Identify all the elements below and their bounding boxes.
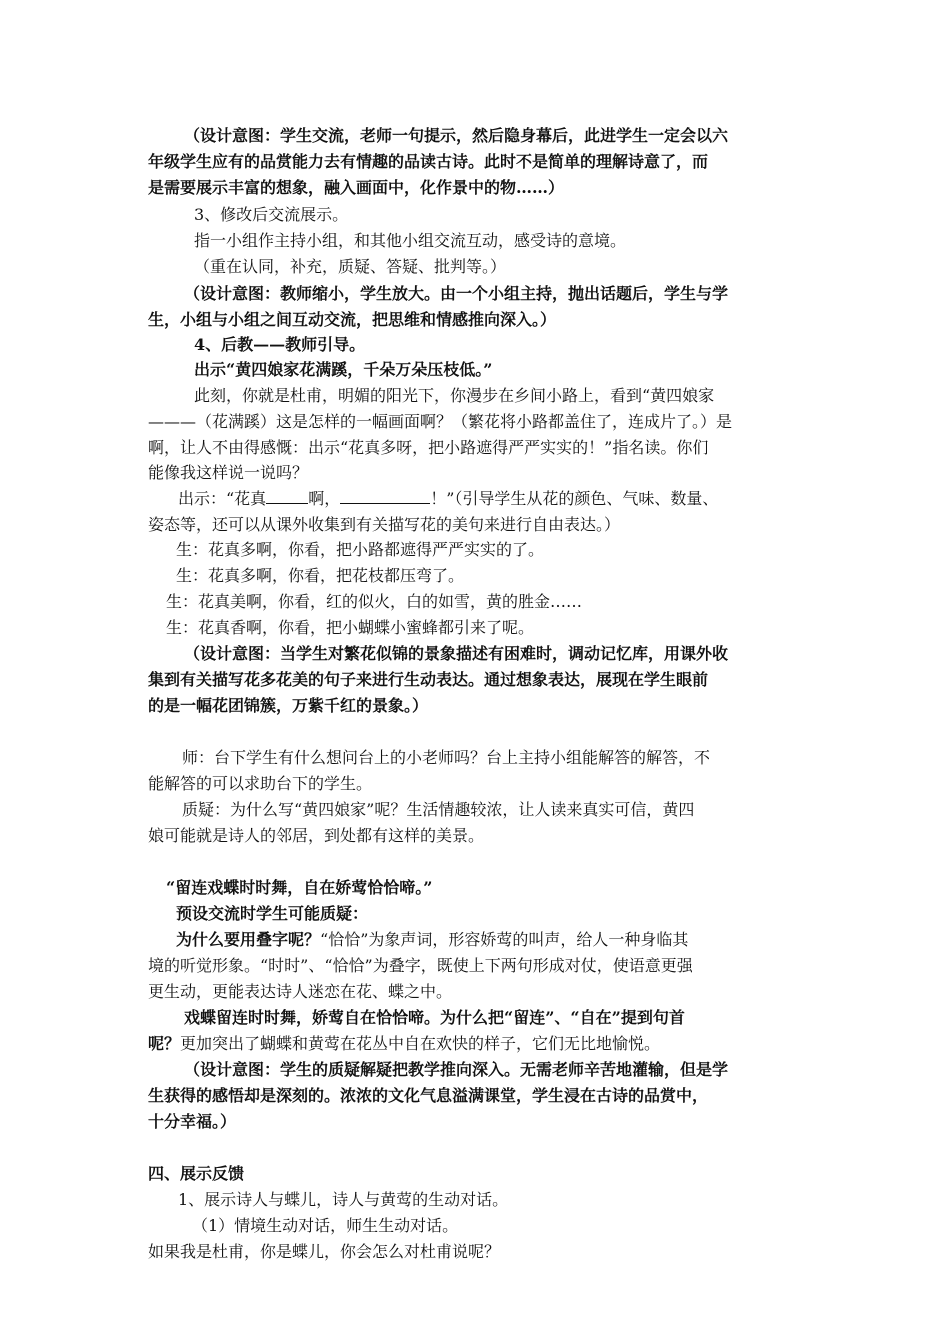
design-intent-3-line1: （设计意图：当学生对繁花似锦的景象描述有困难时，调动记忆库，用课外收: [184, 644, 729, 663]
fill-in-sentence: [178, 487, 718, 511]
step-3-note: （重在认同，补充，质疑、答疑、批判等。）: [194, 257, 507, 276]
paragraph-dufu-line3: 啊，让人不由得感慨：出示“花真多呀，把小路遮得严严实实的！”指名读。你们: [148, 438, 709, 457]
design-intent-3-line3: 的是一幅花团锦簇，万紫千红的景象。）: [148, 696, 429, 715]
student-answer-2: 生：花真多啊，你看，把花枝都压弯了。: [176, 566, 465, 585]
paragraph-dufu-line2: ———（花满蹊）这是怎样的一幅画面啊？（繁花将小路都盖住了，连成片了。）是: [148, 412, 733, 431]
why-reduplication-line1: [176, 928, 688, 952]
fill-in-guidance: 姿态等，还可以从课外收集到有关描写花的美句来进行自由表达。）: [148, 515, 621, 534]
why-front-line2: [148, 1032, 660, 1056]
student-answer-4: 生：花真香啊，你看，把小蝴蝶小蜜蜂都引来了呢。: [166, 618, 535, 637]
paragraph-dufu-line4: 能像我这样说一说吗？: [148, 463, 309, 482]
step-3-heading: 3、修改后交流展示。: [194, 205, 349, 224]
question-huangsiniang-line1: 质疑：为什么写“黄四娘家”呢？生活情趣较浓，让人读来真实可信，黄四: [182, 800, 695, 819]
why-reduplication-line2: 境的听觉形象。“时时”、“恰恰”为叠字，既使上下两句形成对仗，使语意更强: [148, 956, 693, 975]
why-reduplication-rest: “恰恰”为象声词，形容娇莺的叫声，给人一种身临其: [320, 930, 689, 949]
why-front-line1: 戏蝶留连时时舞，娇莺自在恰恰啼。为什么把“留连”、“自在”提到句首: [184, 1008, 685, 1027]
question-huangsiniang-line2: 娘可能就是诗人的邻居，到处都有这样的美景。: [148, 826, 485, 845]
show-poem-line-1: 出示“黄四娘家花满蹊，千朵万朵压枝低。”: [194, 360, 493, 379]
fill-blank-1: [266, 487, 308, 504]
design-intent-4-line2: 生获得的感悟却是深刻的。浓浓的文化气息溢满课堂，学生浸在古诗的品赏中，: [148, 1086, 709, 1105]
section-4-item-1: 1、展示诗人与蝶儿，诗人与黄莺的生动对话。: [178, 1190, 509, 1209]
student-answer-3: 生：花真美啊，你看，红的似火，白的如雪，黄的胜金……: [166, 592, 583, 611]
fill-part-3: ！”（引导学生从花的颜色、气味、数量、: [430, 489, 719, 508]
preset-question-heading: 预设交流时学生可能质疑：: [176, 904, 369, 923]
design-intent-2-line2: 生，小组与小组之间互动交流，把思维和情感推向深入。）: [148, 310, 557, 329]
design-intent-1-line3: 是需要展示丰富的想象，融入画面中，化作景中的物……）: [148, 178, 565, 197]
step-3-text: 指一小组作主持小组，和其他小组交流互动，感受诗的意境。: [194, 231, 627, 250]
paragraph-dufu-line1: 此刻，你就是杜甫，明媚的阳光下，你漫步在乡间小路上，看到“黄四娘家: [194, 386, 715, 405]
teacher-question-line1: 师：台下学生有什么想问台上的小老师吗？台上主持小组能解答的解答，不: [182, 748, 711, 767]
design-intent-1-line2: 年级学生应有的品赏能力去有情趣的品读古诗。此时不是简单的理解诗意了，而: [148, 152, 709, 171]
why-front-lead: 呢？: [148, 1034, 181, 1053]
fill-part-1: 出示：“花真: [178, 489, 267, 508]
section-4-item-1-1: （1）情境生动对话，师生生动对话。: [192, 1216, 459, 1235]
fill-part-2: 啊，: [308, 489, 341, 508]
fill-blank-2: [340, 487, 430, 504]
teacher-question-line2: 能解答的可以求助台下的学生。: [148, 774, 373, 793]
design-intent-2-line1: （设计意图：教师缩小，学生放大。由一个小组主持，抛出话题后，学生与学: [184, 284, 729, 303]
design-intent-4-line3: 十分幸福。）: [148, 1112, 237, 1131]
closing-question: 如果我是杜甫，你是蝶儿，你会怎么对杜甫说呢？: [148, 1242, 501, 1261]
why-front-rest: 更加突出了蝴蝶和黄莺在花丛中自在欢快的样子，它们无比地愉悦。: [180, 1034, 661, 1053]
design-intent-3-line2: 集到有关描写花多花美的句子来进行生动表达。通过想象表达，展现在学生眼前: [148, 670, 709, 689]
design-intent-4-line1: （设计意图：学生的质疑解疑把教学推向深入。无需老师辛苦地灌输，但是学: [184, 1060, 729, 1079]
why-reduplication-lead: 为什么要用叠字呢？: [176, 930, 321, 949]
student-answer-1: 生：花真多啊，你看，把小路都遮得严严实实的了。: [176, 540, 545, 559]
step-4-heading: 4、后教——教师引导。: [194, 335, 366, 354]
section-4-heading: 四、展示反馈: [148, 1164, 245, 1183]
show-poem-line-2: “留连戏蝶时时舞，自在娇莺恰恰啼。”: [166, 878, 433, 897]
why-reduplication-line3: 更生动，更能表达诗人迷恋在花、蝶之中。: [148, 982, 453, 1001]
design-intent-1-line1: （设计意图：学生交流，老师一句提示，然后隐身幕后，此进学生一定会以六: [184, 126, 729, 145]
